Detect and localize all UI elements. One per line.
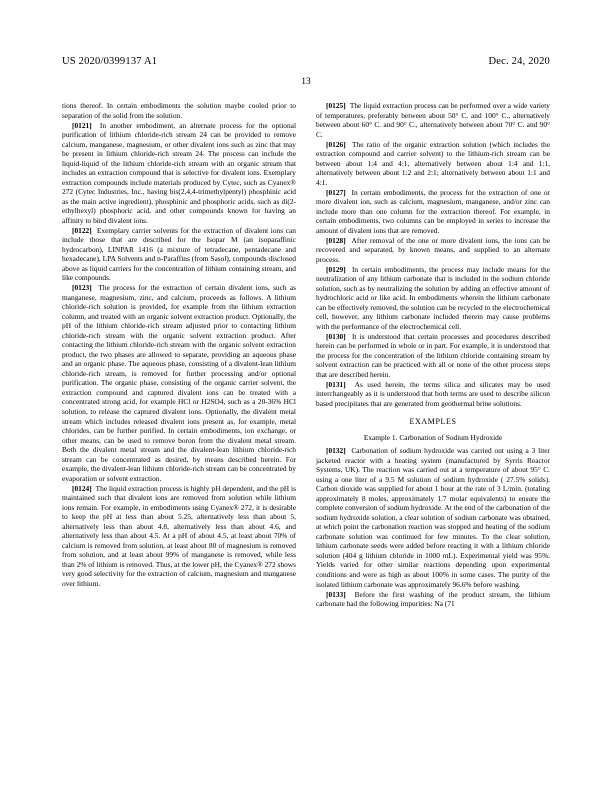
paragraph-text: Carbonation of sodium hydroxide was carried out using a 3 liter jacketed reactor with a heating system (manufactured by Syrris Reactor Systems, UK). The reaction was carried out at a temperature of about 95° C. using a one liter of a 9.5 M solution of sodium hydroxide ( 27.5% solids). Carbon dioxide was supplied for about 1 hour at the rate of 3 L/min. (totaling approximately 8 moles, approximately 1.7 molar equivalents) to ensure the complete conversion of sodium hydroxide. At the end of the carbonation of the sodium hydroxide solution, a clear solution of sodium carbonate was obtained, at which point the carbonation reaction was stopped and heating of the sodium carbonate solution was continued for few minutes. To the clear solution, lithium carbonate seeds were added before reacting it with a lithium chloride solution (404 g lithium chloride in 1000 mL). Experimental yield was 95%. Yields varied for other similar reactions depending upon experimental conditions and were as high as about 100% in some cases. The purity of the isolated lithium carbonate was approximately 96.6% before washing. [316,446,550,589]
paragraph-0126 [316,140,550,188]
paragraph-tag: [0133] [326,589,346,599]
page-number: 13 [301,77,311,87]
paragraph-0127 [316,188,550,236]
left-column [62,101,296,589]
paragraph-0124 [62,484,296,589]
paragraph-0133 [316,590,550,609]
paragraph-tag: [0129] [326,264,346,274]
paragraph-0130 [316,332,550,380]
paragraph-0129 [316,265,550,332]
paragraph-tag: [0125] [326,101,346,110]
paragraph-tag: [0132] [326,446,346,456]
paragraph-text: After removal of the one or more divalent ions, the ions can be recovered and separated, by known means, and supplied to an alternate process. [316,235,551,264]
page-header [62,56,550,67]
two-column-body [62,101,550,609]
paragraph-text: In certain embodiments, the process for the extraction of one or more divalent ion, such as calcium, magnesium, manganese, and/or zinc can include more than one column for the extraction thereof. For example, in certain embodiments, two columns can be employed in series to increase the amount of divalent ions that are removed. [316,187,550,235]
paragraph-text: The liquid extraction process is highly pH dependent, and the pH is maintained such that divalent ions are removed from solution while lithium ions remain. For example, in embodiments using Cyanex® 272, it is desirable to keep the pH at less than about 5.25, alternatively less than about 5, alternatively less than about 4.8, alternatively less than about 4.6, and alternatively less than about 4.5. At a pH of about 4.5, at least about 70% of calcium is removed from solution, at least about 80 of magnesium is removed from solution, and at least about 99% of manganese is removed, while less than 2% of lithium is removed. Thus, at the lower pH, the Cyanex® 272 shows very good selectivity for the extraction of calcium, magnesium and manganese over lithium. [62,483,296,588]
paragraph-0132 [316,446,550,589]
example-heading: Example 1. Carbonation of Sodium Hydroxide [363,432,503,442]
paragraph-0128 [316,236,550,265]
paragraph-0125 [316,101,550,139]
paragraph-continuation: tions thereof. In certain embodiments the solution maybe cooled prior to separation of the solid from the solution. [62,101,296,120]
patent-number: US 2020/0399137 A1 [62,56,158,67]
paragraph-text: Exemplary carrier solvents for the extraction of divalent ions can include those that are described for the Isopar M (an isoparaffinic hydrocarbon), LINPAR 1416 (a mixture of tetradecane, pentadecane and hexadecane), LPA Solvents and n-Paraffins (from Sasol), compounds disclosed above as liquid carriers for the concentration of lithium containing stream, and like compounds. [62,225,296,283]
right-column [316,101,550,609]
paragraph-tag: [0130] [326,331,346,341]
section-heading-examples: EXAMPLES [409,416,457,426]
paragraph-tag: [0131] [326,379,346,389]
publication-date: Dec. 24, 2020 [488,56,550,67]
paragraph-tag: [0126] [326,139,346,149]
paragraph-text: Before the first washing of the product stream, the lithium carbonate had the following impurities: Na (71 [316,589,551,609]
paragraph-text: In certain embodiments, the process may include means for the neutralization of any lithium carbonate that is included in the sodium chloride solution, such as by neutralizing the solution by adding an effective amount of hydrochloric acid or like acid. In embodiments wherein the lithium carbonate can be effectively removed, the solution can be recycled to the electrochemical cell, however, any lithium carbonate included therein may cause problems with the performance of the electrochemical cell. [316,264,550,331]
paragraph-tag: [0124] [72,483,92,493]
paragraph-text: The ratio of the organic extraction solution (which includes the extraction compound and carrier solvent) to the lithium-rich stream can be between about 1:4 and 4:1, alternatively between about 1:4 and 1:1, alternatively between about 1:2 and 2:1; alternatively between about 1:1 and 4:1. [316,139,550,187]
paragraph-0121 [62,121,296,226]
paragraph-text: It is understood that certain processes and procedures described herein can be performed in whole or in part. For example, it is understood that the process for the concentration of the lithium chloride containing stream by solvent extraction can be practiced with all or none of the other process steps that are described herein. [316,331,550,379]
paragraph-text: The liquid extraction process can be performed over a wide variety of temperatures, preferably between about 50° C. and 100° C., alternatively between about 60° C. and 90° C., alternatively between about 70° C. and 90° C. [316,101,550,139]
paragraph-text: In another embodiment, an alternate process for the optional purification of lithium chloride-rich stream 24 can be provided to remove calcium, manganese, magnesium, or other divalent ions such as zinc that may be present in lithium chloride-rich stream 24. The process can include the liquid-liquid of the lithium chloride-rich stream with an organic stream that includes an extraction compound that is selective for divalent ions. Exemplary extraction compounds include materials produced by Cytec, such as Cyanex® 272 (Cytec Industries, Inc., having bis(2,4,4-trimethylpentyl) phosphinic acid as the main active ingredient), phosphinic and phosphoric acids, such as di(2-ethylhexyl) phosphoric acid, and other compounds known for having an affinity to bind divalent ions. [62,120,297,225]
paragraph-0131 [316,380,550,409]
paragraph-tag: [0122] [72,225,92,235]
paragraph-tag: [0127] [326,187,346,197]
paragraph-0122 [62,226,296,283]
paragraph-tag: [0121] [72,120,92,130]
paragraph-text: The process for the extraction of certain divalent ions, such as manganese, magnesium, zinc, and calcium, proceeds as follows. A lithium chloride-rich solution is provided, for example from the lithium extraction column, and treated with an organic solvent extraction product. Optionally, the pH of the lithium chloride-rich stream adjusted prior to contacting lithium chloride-rich stream with the organic solvent extraction product. After contacting the lithium chloride-rich stream with the organic solvent extraction product, the two phases are allowed to separate, providing an aqueous phase and an organic phase. The aqueous phase, consisting of a divalent-lean lithium chloride-rich stream, is removed for further processing and/or optional purification. The organic phase, consisting of the organic carrier solvent, the extraction compound and captured divalent ions can be treated with a concentrated strong acid, for example HCl or H2SO4, such as a 20-36% HCl solution, to release the captured divalent ions. Optionally, the divalent metal stream which includes released divalent ions present as, for example, metal chlorides, can be further purified. In certain embodiments, ion exchange, or other means, can be used to remove boron from the divalent metal stream. Both the divalent metal stream and the divalent-lean lithium chloride-rich stream can be concentrated as desired, by means described herein. For example, the divalent-lean lithium chloride-rich stream can be concentrated by evaporation or solvent extraction. [62,283,297,483]
paragraph-tag: [0123] [72,283,92,293]
paragraph-0123 [62,283,296,483]
paragraph-tag: [0128] [326,235,346,245]
paragraph-text: As used herein, the terms silica and silicates may be used interchangeably as it is understood that both terms are used to describe silicon based precipitates that are generated from geothermal brine solutions. [316,379,550,408]
